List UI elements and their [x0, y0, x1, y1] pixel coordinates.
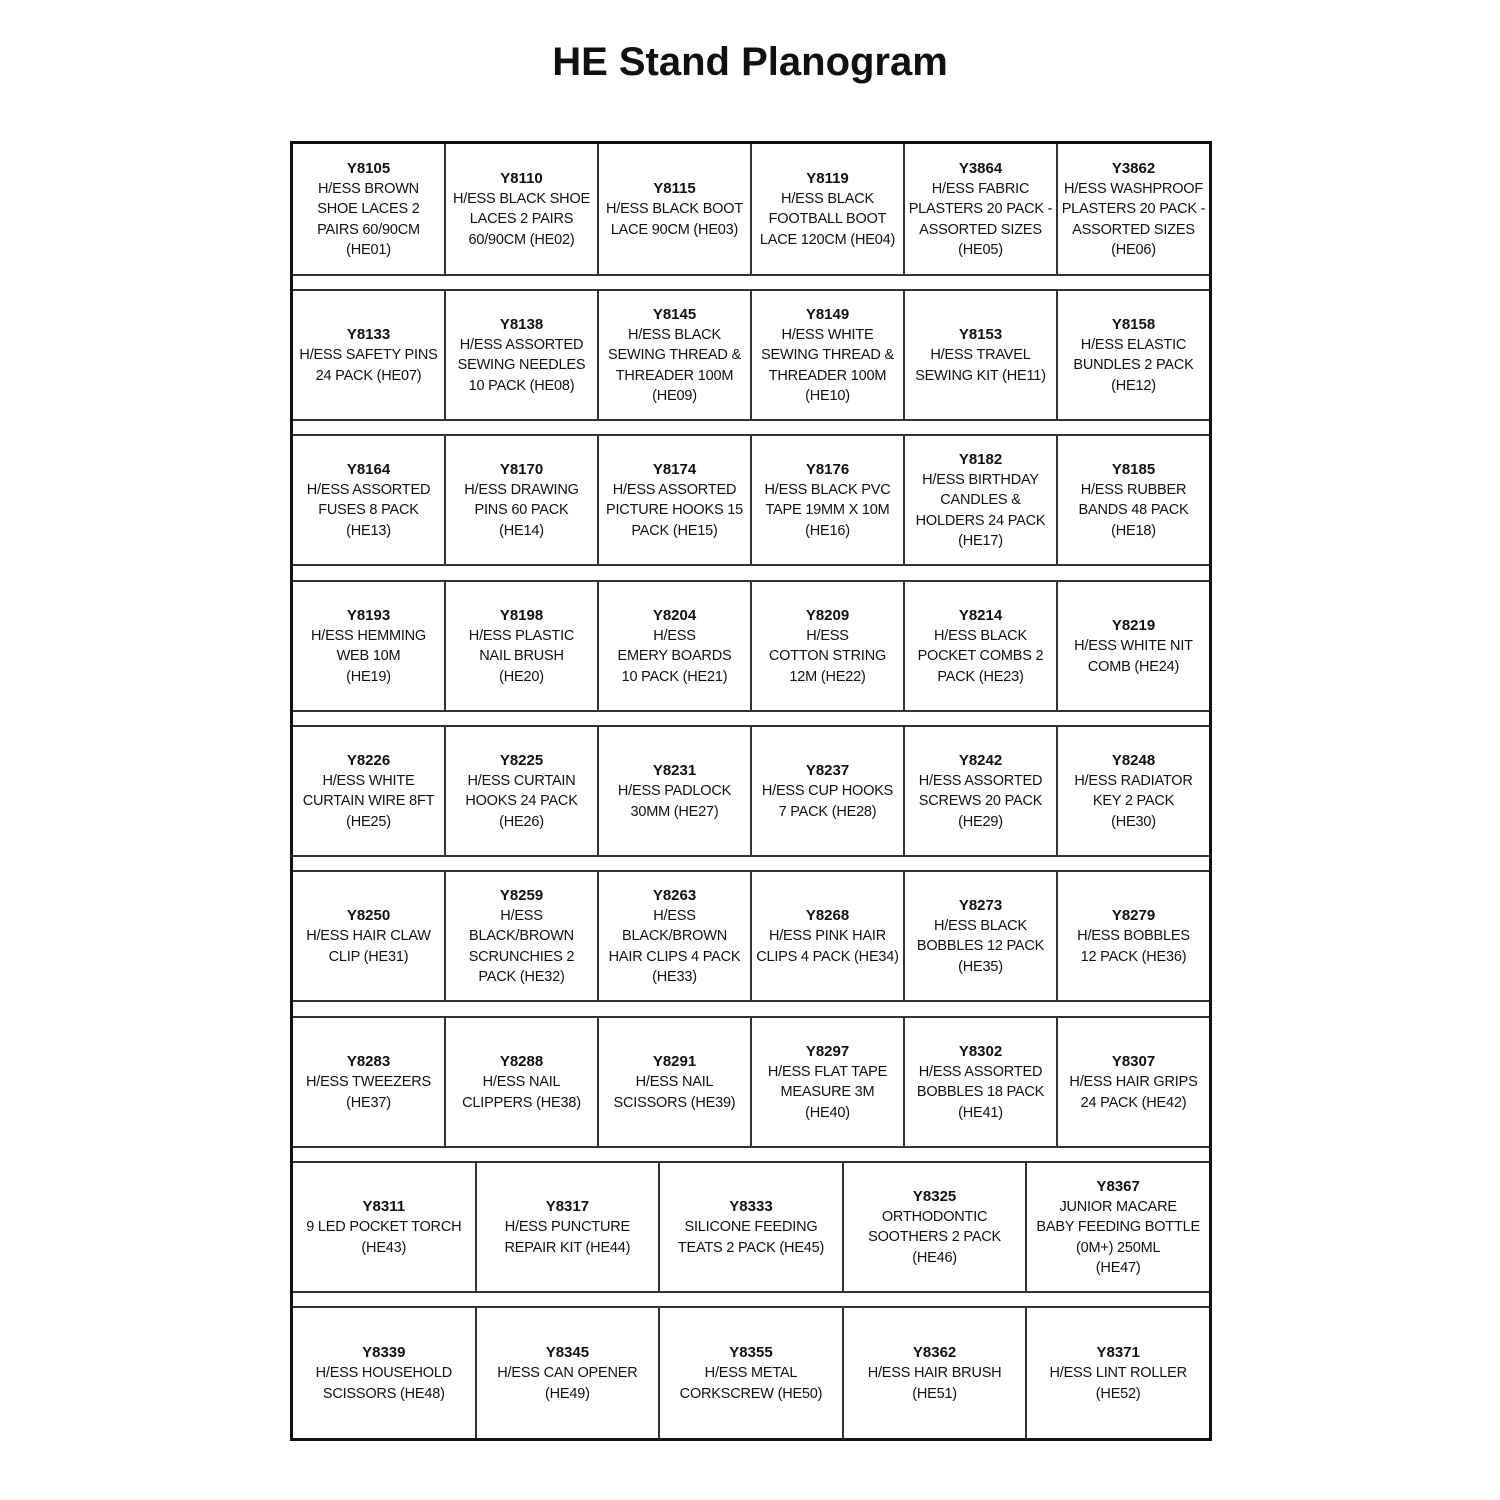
product-cell	[903, 582, 1056, 710]
product-code: Y8225	[499, 751, 544, 769]
product-description: H/ESS PADLOCK 30MM (HE27)	[617, 783, 732, 820]
product-code: Y8288	[499, 1053, 544, 1070]
page-title: HE Stand Planogram	[552, 40, 948, 84]
product-code: Y8259	[499, 886, 544, 904]
product-cell	[750, 872, 903, 1000]
product-code: Y8193	[346, 606, 391, 624]
product-cell	[444, 582, 597, 710]
shelf-row	[293, 870, 1209, 1002]
product-description: H/ESS WHITE SEWING THREAD & THREADER 100M (HE10)	[761, 326, 894, 404]
product-description: H/ESS RADIATOR KEY 2 PACK (HE30)	[1074, 772, 1193, 830]
product-description: H/ESS BLACK PVC TAPE 19MM X 10M (HE16)	[764, 481, 891, 539]
product-cell	[1056, 582, 1209, 710]
product-cell	[293, 872, 444, 1000]
product-code: Y8185	[1111, 460, 1156, 478]
product-description: H/ESS ASSORTED BOBBLES 18 PACK (HE41)	[916, 1063, 1045, 1121]
product-code: Y8268	[805, 907, 850, 924]
product-cell	[903, 291, 1056, 419]
product-cell	[750, 582, 903, 710]
product-description: H/ESS EMERY BOARDS 10 PACK (HE21)	[617, 627, 732, 685]
product-cell	[597, 727, 750, 855]
product-code: Y8302	[958, 1042, 1003, 1060]
product-description: H/ESS BLACK SHOE LACES 2 PAIRS 60/90CM (HE02)	[452, 190, 590, 248]
product-code: Y8138	[499, 315, 544, 333]
product-code: Y8279	[1111, 907, 1156, 924]
product-cell	[658, 1163, 842, 1291]
product-description: H/ESS WHITE NIT COMB (HE24)	[1074, 638, 1193, 675]
product-cell	[1056, 1018, 1209, 1146]
product-description: H/ESS BLACK SEWING THREAD & THREADER 100M (HE09)	[608, 326, 741, 404]
product-cell	[903, 436, 1056, 564]
product-cell	[842, 1308, 1026, 1438]
product-description: H/ESS CAN OPENER (HE49)	[497, 1365, 638, 1402]
product-cell	[1056, 291, 1209, 419]
product-description: H/ESS BLACK BOBBLES 12 PACK (HE35)	[916, 917, 1045, 975]
product-cell	[444, 291, 597, 419]
product-cell	[903, 1018, 1056, 1146]
product-description: H/ESS CURTAIN HOOKS 24 PACK (HE26)	[465, 772, 578, 830]
product-description: H/ESS LINT ROLLER (HE52)	[1049, 1365, 1187, 1402]
product-code: Y8325	[912, 1187, 957, 1205]
product-code: Y3864	[958, 159, 1003, 177]
shelf-row	[293, 1161, 1209, 1293]
product-cell	[475, 1308, 659, 1438]
product-code: Y8311	[362, 1198, 406, 1215]
product-description: H/ESS BLACK POCKET COMBS 2 PACK (HE23)	[917, 627, 1044, 685]
planogram-grid	[290, 141, 1212, 1441]
product-code: Y8283	[346, 1053, 391, 1070]
product-code: Y8250	[346, 907, 391, 924]
product-description: H/ESS ASSORTED SEWING NEEDLES 10 PACK (HE08)	[457, 336, 586, 394]
product-code: Y8110	[500, 169, 543, 187]
shelf-row	[293, 725, 1209, 857]
product-cell	[597, 1018, 750, 1146]
product-cell	[903, 872, 1056, 1000]
product-cell	[444, 1018, 597, 1146]
product-description: H/ESS ELASTIC BUNDLES 2 PACK (HE12)	[1073, 336, 1194, 394]
product-code: Y8105	[346, 159, 391, 177]
product-description: H/ESS HEMMING WEB 10M (HE19)	[310, 627, 427, 685]
product-description: H/ESS METAL CORKSCREW (HE50)	[679, 1365, 823, 1402]
product-code: Y8307	[1111, 1053, 1156, 1070]
product-cell	[444, 872, 597, 1000]
product-code: Y8204	[652, 606, 697, 624]
product-description: H/ESS PINK HAIR CLIPS 4 PACK (HE34)	[756, 928, 899, 965]
product-cell	[293, 582, 444, 710]
shelf-row	[293, 144, 1209, 276]
product-description: H/ESS BLACK/BROWN SCRUNCHIES 2 PACK (HE32)	[468, 907, 575, 985]
product-code: Y8367	[1096, 1177, 1140, 1195]
product-code: Y8149	[805, 305, 850, 323]
product-description: H/ESS BLACK BOOT LACE 90CM (HE03)	[605, 201, 743, 238]
product-description: 9 LED POCKET TORCH (HE43)	[306, 1219, 462, 1256]
product-cell	[597, 291, 750, 419]
product-code: Y8198	[499, 606, 544, 624]
product-code: Y8291	[652, 1053, 697, 1070]
product-description: H/ESS HAIR CLAW CLIP (HE31)	[306, 928, 431, 965]
product-description: H/ESS SAFETY PINS 24 PACK (HE07)	[299, 347, 438, 384]
product-code: Y8174	[652, 460, 697, 478]
product-cell	[1025, 1308, 1209, 1438]
product-cell	[1056, 872, 1209, 1000]
product-cell	[750, 291, 903, 419]
product-code: Y8158	[1111, 315, 1156, 333]
product-cell	[903, 144, 1056, 274]
product-cell	[293, 727, 444, 855]
product-cell	[597, 872, 750, 1000]
product-code: Y8297	[805, 1042, 850, 1060]
product-code: Y8339	[362, 1344, 406, 1361]
shelf-row	[293, 580, 1209, 712]
product-description: H/ESS CUP HOOKS 7 PACK (HE28)	[761, 783, 894, 820]
product-code: Y8317	[545, 1198, 590, 1215]
product-cell	[293, 144, 444, 274]
product-description: H/ESS BLACK/BROWN HAIR CLIPS 4 PACK (HE33)	[608, 907, 741, 985]
product-cell	[444, 727, 597, 855]
product-description: JUNIOR MACARE BABY FEEDING BOTTLE (0M+) 250ML (HE47)	[1036, 1198, 1200, 1276]
product-code: Y8242	[958, 751, 1003, 769]
product-description: H/ESS PUNCTURE REPAIR KIT (HE44)	[504, 1219, 631, 1256]
product-cell	[293, 1018, 444, 1146]
product-description: H/ESS NAIL CLIPPERS (HE38)	[462, 1074, 581, 1111]
product-description: H/ESS BLACK FOOTBALL BOOT LACE 120CM (HE04)	[759, 190, 896, 248]
product-cell	[903, 727, 1056, 855]
product-code: Y8333	[729, 1198, 773, 1215]
product-cell	[750, 144, 903, 274]
product-code: Y8355	[729, 1344, 773, 1361]
product-code: Y8345	[545, 1344, 590, 1361]
product-code: Y8214	[958, 606, 1003, 624]
product-cell	[750, 436, 903, 564]
product-description: H/ESS BOBBLES 12 PACK (HE36)	[1077, 928, 1190, 965]
product-code: Y8219	[1111, 617, 1156, 634]
product-code: Y8237	[805, 762, 850, 779]
product-description: ORTHODONTIC SOOTHERS 2 PACK (HE46)	[868, 1208, 1002, 1266]
product-code: Y8153	[958, 326, 1003, 343]
product-description: H/ESS HAIR GRIPS 24 PACK (HE42)	[1069, 1074, 1198, 1111]
product-cell	[750, 727, 903, 855]
product-description: H/ESS RUBBER BANDS 48 PACK (HE18)	[1078, 481, 1189, 539]
shelf-row	[293, 289, 1209, 421]
product-cell	[444, 144, 597, 274]
product-code: Y8145	[652, 305, 697, 323]
shelf-row	[293, 1016, 1209, 1148]
product-description: SILICONE FEEDING TEATS 2 PACK (HE45)	[677, 1219, 825, 1256]
product-code: Y8115	[653, 180, 696, 197]
product-cell	[658, 1308, 842, 1438]
shelf-row	[293, 434, 1209, 566]
product-description: H/ESS BIRTHDAY CANDLES & HOLDERS 24 PACK (HE17)	[915, 471, 1046, 549]
product-cell	[293, 291, 444, 419]
product-cell	[597, 144, 750, 274]
product-code: Y8273	[958, 896, 1003, 914]
product-description: H/ESS ASSORTED SCREWS 20 PACK (HE29)	[918, 772, 1043, 830]
product-description: H/ESS BROWN SHOE LACES 2 PAIRS 60/90CM (HE01)	[317, 180, 420, 258]
product-description: H/ESS PLASTIC NAIL BRUSH (HE20)	[468, 627, 575, 685]
product-code: Y8362	[912, 1344, 957, 1361]
product-description: H/ESS HAIR BRUSH (HE51)	[867, 1365, 1002, 1402]
product-cell	[597, 582, 750, 710]
product-cell	[475, 1163, 659, 1291]
product-cell	[750, 1018, 903, 1146]
product-code: Y8176	[805, 460, 850, 478]
product-cell	[1056, 144, 1209, 274]
product-description: H/ESS WHITE CURTAIN WIRE 8FT (HE25)	[302, 772, 435, 830]
product-code: Y8133	[346, 326, 391, 343]
product-description: H/ESS HOUSEHOLD SCISSORS (HE48)	[315, 1365, 452, 1402]
product-code: Y3862	[1111, 159, 1156, 177]
product-cell	[597, 436, 750, 564]
product-code: Y8119	[806, 169, 849, 187]
product-code: Y8263	[652, 886, 697, 904]
product-code: Y8170	[499, 460, 544, 478]
product-code: Y8164	[346, 460, 391, 478]
product-cell	[444, 436, 597, 564]
product-cell	[293, 436, 444, 564]
product-cell	[1025, 1163, 1209, 1291]
product-description: H/ESS COTTON STRING 12M (HE22)	[768, 627, 887, 685]
product-cell	[1056, 436, 1209, 564]
product-description: H/ESS ASSORTED FUSES 8 PACK (HE13)	[306, 481, 431, 539]
product-code: Y8209	[805, 606, 850, 624]
product-code: Y8182	[958, 450, 1003, 468]
product-cell	[842, 1163, 1026, 1291]
shelf-row	[293, 1306, 1209, 1438]
product-code: Y8226	[346, 751, 391, 769]
product-description: H/ESS FABRIC PLASTERS 20 PACK - ASSORTED SIZES (HE05)	[908, 180, 1053, 258]
product-cell	[293, 1163, 475, 1291]
product-description: H/ESS NAIL SCISSORS (HE39)	[613, 1074, 736, 1111]
product-description: H/ESS WASHPROOF PLASTERS 20 PACK - ASSORTED SIZES (HE06)	[1061, 180, 1206, 258]
product-description: H/ESS DRAWING PINS 60 PACK (HE14)	[464, 481, 579, 539]
product-cell	[1056, 727, 1209, 855]
product-code: Y8371	[1096, 1344, 1140, 1361]
product-code: Y8231	[652, 762, 697, 779]
product-description: H/ESS TRAVEL SEWING KIT (HE11)	[915, 347, 1046, 384]
product-code: Y8248	[1111, 751, 1156, 769]
product-cell	[293, 1308, 475, 1438]
product-description: H/ESS ASSORTED PICTURE HOOKS 15 PACK (HE15)	[606, 481, 743, 539]
product-description: H/ESS TWEEZERS (HE37)	[305, 1074, 432, 1111]
product-description: H/ESS FLAT TAPE MEASURE 3M (HE40)	[767, 1063, 888, 1121]
